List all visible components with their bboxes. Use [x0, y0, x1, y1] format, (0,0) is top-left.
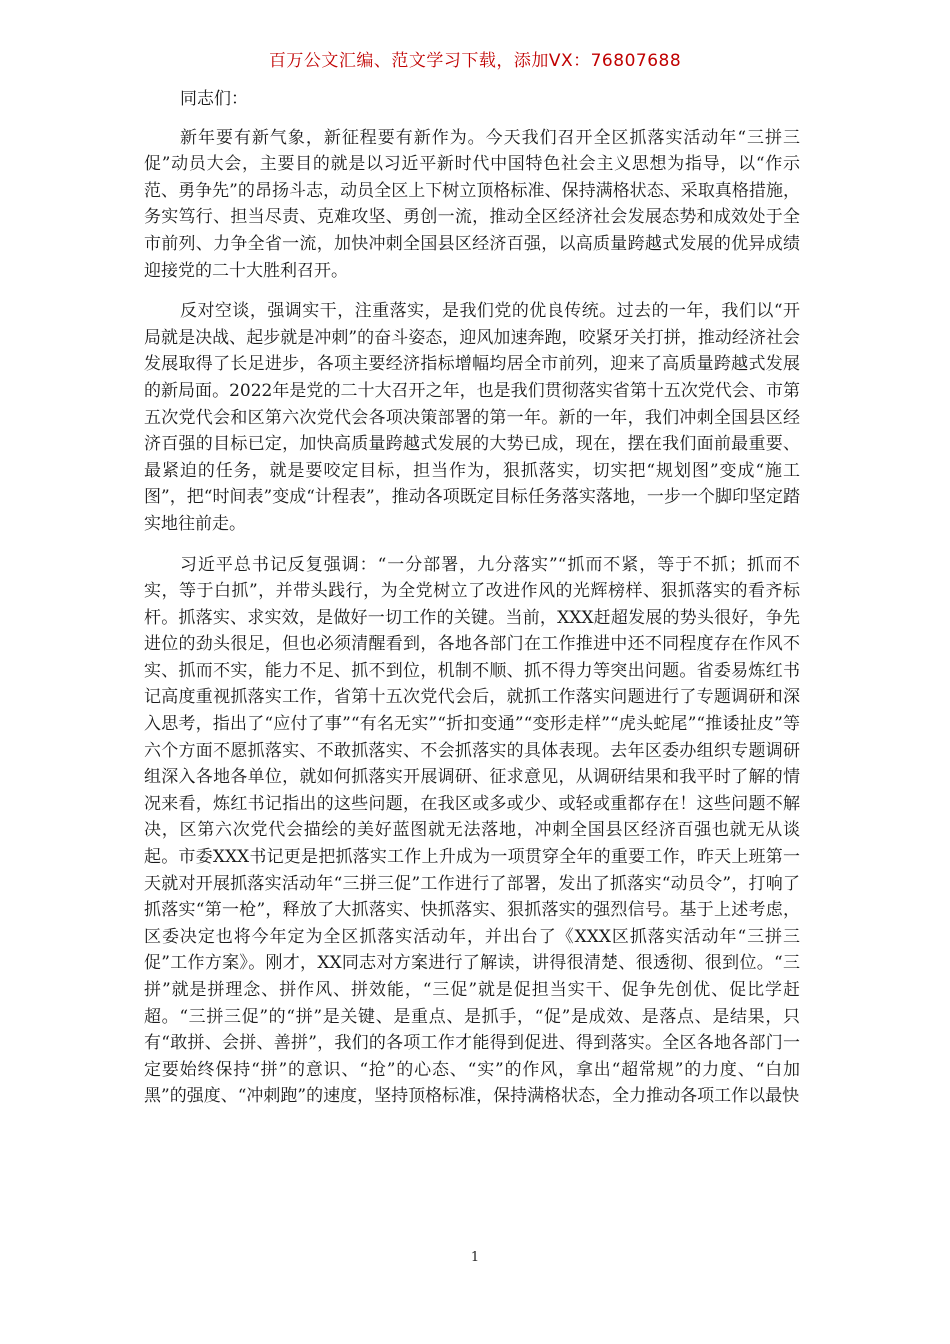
watermark-banner: 百万公文汇编、范文学习下载，添加VX：76807688 — [268, 51, 682, 71]
salutation: 同志们： — [180, 89, 248, 109]
document-body — [144, 86, 800, 1124]
paragraph: 习近平总书记反复强调：“一分部署，九分落实”“抓而不紧，等于不抓；抓而不实，等于白抓”，并带头践行，为全党树立了改进作风的光辉榜样、狠抓落实的看齐标杆。抓落实、求实效，是做好一切工作的关键。当前，XXX赶超发展的势头很好，争先进位的劲头很足，但也必须清醒看到，各地各部门在工作推进中还不同程度存在作风不实、抓而不实，能力不足、抓不到位，机制不顺、抓不得力等突出问题。省委易炼红书记高度重视抓落实工作，省第十五次党代会后，就抓工作落实问题进行了专题调研和深入思考，指出了“应付了事”“有名无实”“折扣变通”“变形走样”“虎头蛇尾”“推诿扯皮”等六个方面不愿抓落实、不敢抓落实、不会抓落实的具体表现。去年区委办组织专题调研组深入各地各单位，就如何抓落实开展调研、征求意见，从调研结果和我平时了解的情况来看，炼红书记指出的这些问题，在我区或多或少、或轻或重都存在！这些问题不解决，区第六次党代会描绘的美好蓝图就无法落地，冲刺全国县区经济百强也就无从谈起。市委XXX书记更是把抓落实工作上升成为一项贯穿全年的重要工作，昨天上班第一天就对开展抓落实活动年“三拼三促”工作进行了部署，发出了抓落实“动员令”，打响了抓落实“第一枪”，释放了大抓落实、快抓落实、狠抓落实的强烈信号。基于上述考虑，区委决定也将今年定为全区抓落实活动年，并出台了《XXX区抓落实活动年“三拼三促”工作方案》。刚才，XX同志对方案进行了解读，讲得很清楚、很透彻、很到位。“三拼”就是拼理念、拼作风、拼效能，“三促”就是促担当实干、促争先创优、促比学赶超。“三拼三促”的“拼”是关键、是重点、是抓手，“促”是成效、是落点、是结果，只有“敢拼、会拼、善拼”，我们的各项工作才能得到促进、得到落实。全区各地各部门一定要始终保持“拼”的意识、“抢”的心态、“实”的作风，拿出“超常规”的力度、“白加黑”的强度、“冲刺跑”的速度，坚持顶格标准，保持满格状态，全力推动各项工作以最快 — [144, 554, 800, 1107]
page-number: 1 — [470, 1250, 480, 1265]
paragraph: 新年要有新气象，新征程要有新作为。今天我们召开全区抓落实活动年“三拼三促”动员大会，主要目的就是以习近平新时代中国特色社会主义思想为指导，以“作示范、勇争先”的昂扬斗志，动员全区上下树立顶格标准、保持满格状态、采取真格措施，务实笃行、担当尽责、克难攻坚、勇创一流，推动全区经济社会发展态势和成效处于全市前列、力争全省一流，加快冲刺全国县区经济百强，以高质量跨越式发展的优异成绩迎接党的二十大胜利召开。 — [144, 127, 800, 281]
paragraph: 反对空谈，强调实干，注重落实，是我们党的优良传统。过去的一年，我们以“开局就是决战、起步就是冲刺”的奋斗姿态，迎风加速奔跑，咬紧牙关打拼，推动经济社会发展取得了长足进步，各项主要经济指标增幅均居全市前列，迎来了高质量跨越式发展的新局面。2022年是党的二十大召开之年，也是我们贯彻落实省第十五次党代会、市第五次党代会和区第六次党代会各项决策部署的第一年。新的一年，我们冲刺全国县区经济百强的目标已定，加快高质量跨越式发展的大势已成，现在，摆在我们面前最重要、最紧迫的任务，就是要咬定目标，担当作为，狠抓落实，切实把“规划图”变成“施工图”，把“时间表”变成“计程表”，推动各项既定目标任务落实落地，一步一个脚印坚定踏实地往前走。 — [144, 301, 800, 534]
